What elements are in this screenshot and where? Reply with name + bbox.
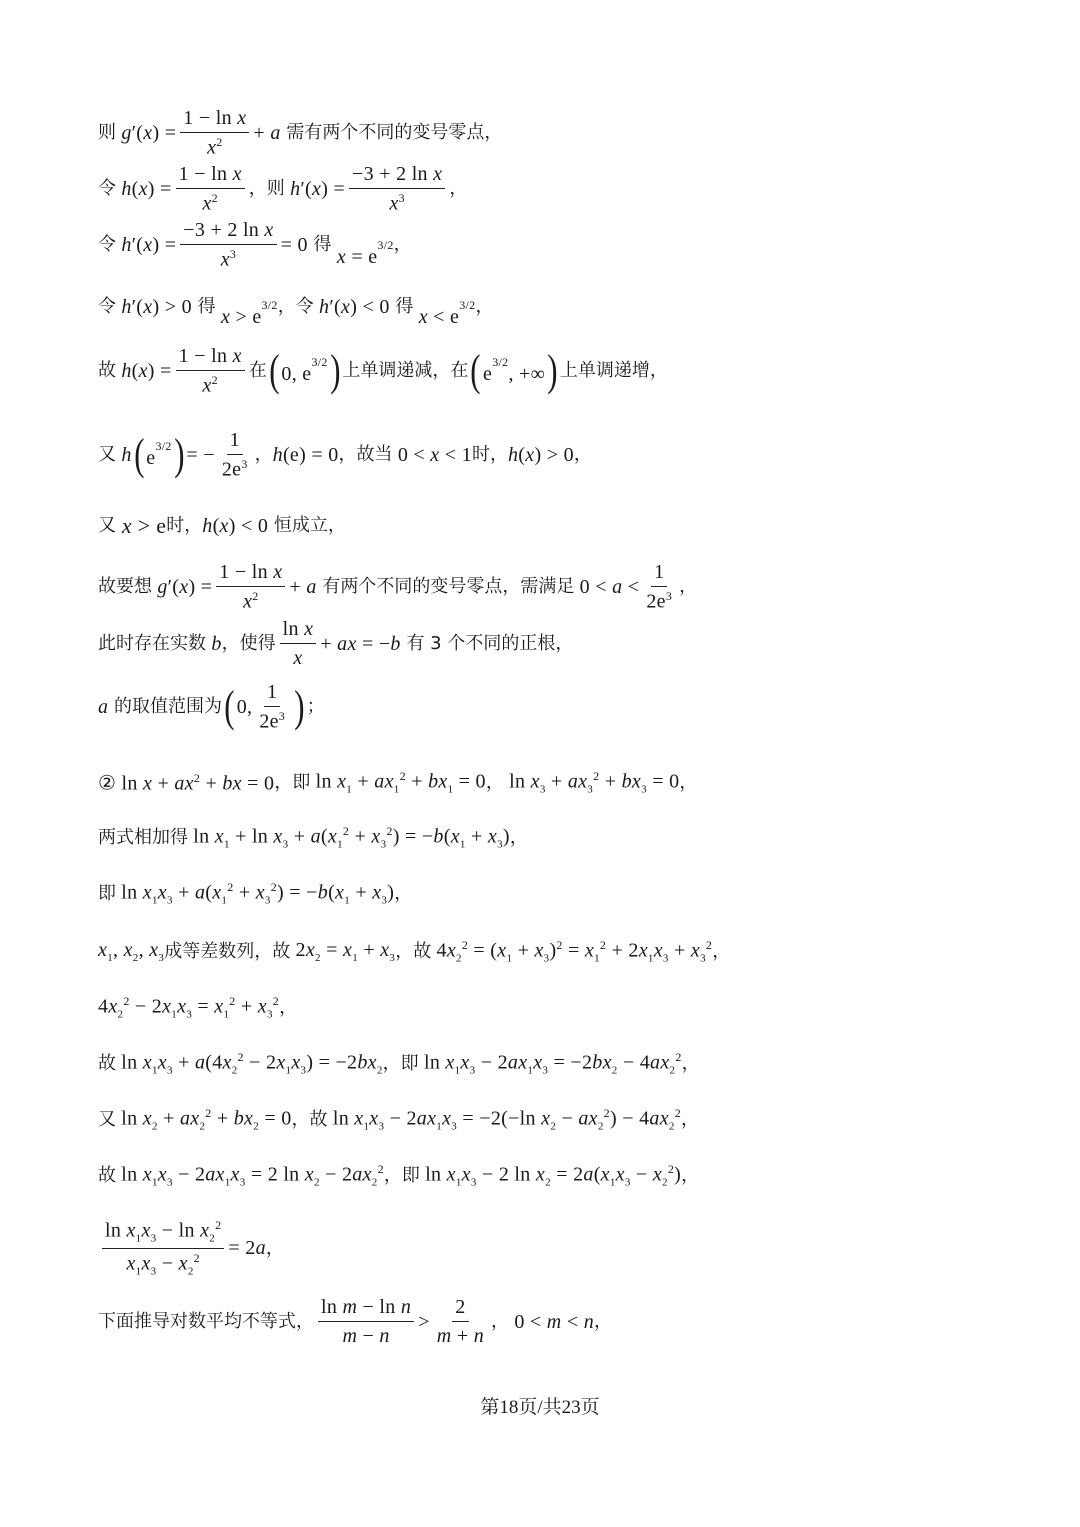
math-line-3: 令 h′(x) = $\frac{\text{−3 + 2 ln x}}{x^3}$ = 0 得 $x = e^{3/2}$ ， [98, 219, 412, 271]
math-line-19: $\frac{\ln x_1x_3 - \ln x_2^2}{x_1x_3 - x_2^2}$ = 2a ， [98, 1218, 1020, 1279]
math-line-11: ② $\ln x + ax^2$ + bx = 0 ，即 $\ln x_1 + ax_1^2 + bx_1 = 0$ ， $\ln x_3 + ax_3^2 + bx_3 = 0$ ， [98, 769, 698, 796]
math-line-15: $4x_2^2 - 2x_1x_3 = x_1^2 + x_3^2$ ， [98, 994, 298, 1021]
math-line-16: 故 $\ln x_1x_3 + a(4x_2^2 - 2x_1x_3) = -2bx_2$ ，即 $\ln x_1x_3 - 2ax_1x_3 = -2bx_2 - 4ax_2^2$ ， [98, 1050, 700, 1077]
math-line-5: 故 h(x) = $\frac{\text{1 − ln x}}{x^2}$ 在 ( 0, $e^{3/2}$ ) 上单调递减，在 ( $e^{3/2}$, +∞ ) 上单调递增， [98, 345, 668, 397]
math-line-14: $x_1$, $x_2$, $x_3$ 成等差数列，故 $2x_2 = x_1 + x_3$ ，故 $4x_2^2 = (x_1 + x_3)^2 = x_1^2 + 2x_1x_3 + x_3^2$ ， [98, 938, 731, 965]
math-line-1: 则 g′(x) = $\frac{\text{1 − ln x}}{x^2}$ + a 需有两个不同的变号零点， [98, 107, 503, 159]
math-line-18: 故 $\ln x_1x_3 - 2ax_1x_3 = 2$ $\ln x_2 - 2ax_2^2$ ，即 $\ln x_1x_3 - 2$ $\ln x_2 = 2a(x_1x_3 - x_2^2)$ ， [98, 1162, 700, 1189]
page-number-footer: 第18页/共23页 [480, 1397, 600, 1418]
math-line-9: 此时存在实数 b ，使得 $\frac{\text{ln x}}{x}$ + ax = −b 有 3 个不同的正根， [98, 618, 574, 669]
math-line-17: 又 $\ln x_2 + ax_2^2 + bx_2 = 0$ ，故 $\ln x_1x_3 - 2ax_1x_3 = -2(-\ln$ $x_2 - ax_2^2) - 4ax_2^2$ ， [98, 1106, 699, 1133]
math-line-10: a 的取值范围为 ( 0, $\frac{1}{2e^3}$ ) ； [98, 681, 325, 733]
math-line-2: 令 h(x) = $\frac{\text{1 − ln x}}{x^2}$ ，则 h′(x) = $\frac{\text{−3 + 2 ln x}}{x^3}$ ， [98, 163, 468, 215]
math-line-8: 故要想 g′(x) = $\frac{\text{1 − ln x}}{x^2}$ + a 有两个不同的变号零点，需满足 0 < a < $\frac{1}{2e^3}$ ， [98, 561, 698, 613]
math-line-12: 两式相加得 $\ln x_1 + \ln x_3 + a(x_1^2 + x_3^2) = -b(x_1 + x_3)$ ， [98, 824, 528, 851]
math-line-20: 下面推导对数平均不等式， $\frac{\text{ln m − ln n}}{m - n}$ > $\frac{2}{m + n}$ ， 0 < m < n ， [98, 1296, 613, 1347]
math-line-4: 令 h′(x) > 0 得 $x > e^{3/2}$ ，令 h′(x) < 0 得 $x < e^{3/2}$ ， [98, 295, 494, 328]
math-line-13: 即 $\ln x_1x_3 + a(x_1^2 + x_3^2) = -b(x_1 + x_3)$ ， [98, 880, 413, 907]
math-line-7: 又 x > e 时， h(x) < 0 恒成立， [98, 513, 346, 538]
math-line-6: 又 h ( $e^{3/2}$ ) = − $\frac{1}{2e^3}$ ， h(e) = 0 ，故当 0 < x < 1 时， h(x) > 0 ， [98, 429, 592, 481]
